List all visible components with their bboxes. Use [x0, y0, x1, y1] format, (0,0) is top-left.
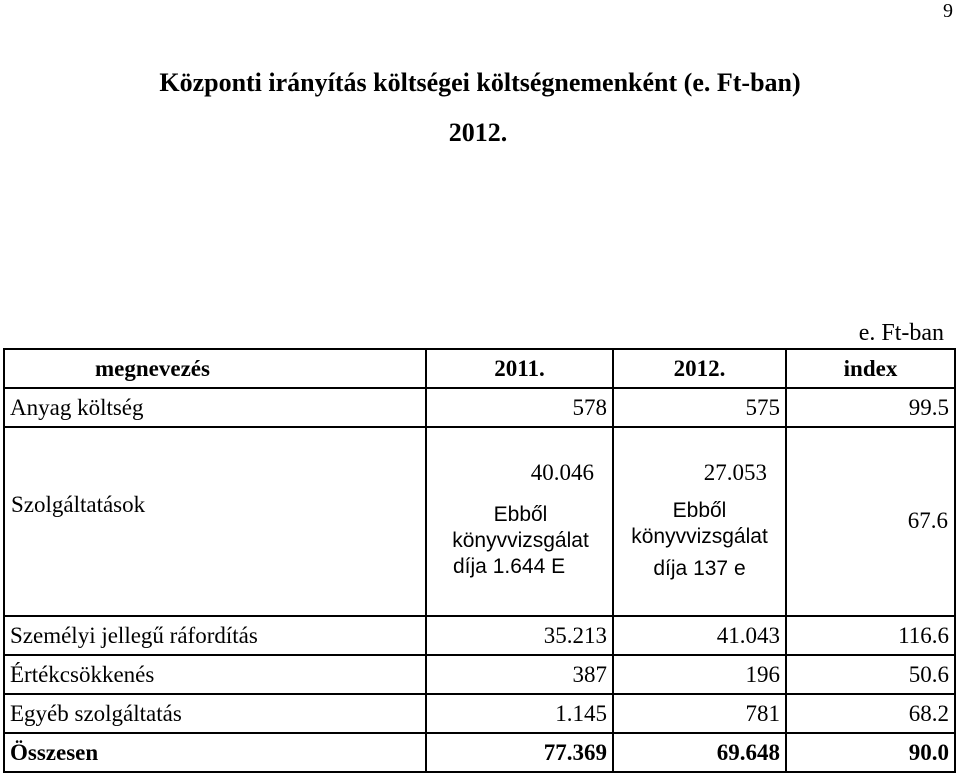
total-name: Összesen	[4, 733, 426, 772]
subtitle-year: 2012.	[448, 118, 508, 147]
table-row	[4, 694, 955, 733]
page-number: 9	[943, 0, 953, 22]
row-name: Egyéb szolgáltatás	[4, 694, 426, 733]
row-2011: 578	[426, 388, 613, 427]
row-index: 99.5	[786, 388, 955, 427]
note-line: Ebből	[672, 499, 727, 522]
services-2011-note	[435, 502, 606, 580]
services-2012-value: 27.053	[703, 460, 767, 485]
row-2012: 41.043	[613, 616, 786, 655]
row-2012: 196	[613, 655, 786, 694]
note-line: Ebből	[493, 503, 548, 526]
total-2011: 77.369	[426, 733, 613, 772]
unit-note: e. Ft-ban	[858, 320, 944, 346]
header-name: megnevezés	[4, 349, 426, 388]
table-row	[4, 388, 955, 427]
services-index: 67.6	[907, 508, 948, 533]
note-line: könyvvizsgálat	[452, 529, 589, 552]
table-total-row	[4, 733, 955, 772]
row-index: 68.2	[786, 694, 955, 733]
cost-table	[3, 348, 956, 773]
row-name: Értékcsökkenés	[4, 655, 426, 694]
table-row-services	[4, 427, 955, 616]
services-2012-note	[618, 498, 781, 582]
row-2012: 781	[613, 694, 786, 733]
row-index: 50.6	[786, 655, 955, 694]
header-2011: 2011.	[426, 349, 613, 388]
row-name: Anyag költség	[4, 388, 426, 427]
header-index: index	[786, 349, 955, 388]
page-subtitle	[0, 118, 960, 148]
table-header-row	[4, 349, 955, 388]
note-line: könyvvizsgálat	[631, 525, 768, 548]
services-label: Szolgáltatások	[11, 492, 146, 517]
header-2012: 2012.	[613, 349, 786, 388]
row-2011: 1.145	[426, 694, 613, 733]
services-2011-value: 40.046	[530, 460, 594, 485]
table-row	[4, 616, 955, 655]
row-2012: 575	[613, 388, 786, 427]
total-2012: 69.648	[613, 733, 786, 772]
table-row	[4, 655, 955, 694]
note-line: díja 1.644 E	[453, 555, 566, 578]
row-name	[4, 427, 426, 616]
row-2011: 387	[426, 655, 613, 694]
row-2012	[613, 427, 786, 616]
note-line: díja 137 e	[653, 557, 746, 580]
row-name: Személyi jellegű ráfordítás	[4, 616, 426, 655]
total-index: 90.0	[786, 733, 955, 772]
row-index	[786, 427, 955, 616]
page-title: Központi irányítás költségei költségnemenként (e. Ft-ban)	[159, 68, 801, 97]
row-2011	[426, 427, 613, 616]
row-2011: 35.213	[426, 616, 613, 655]
row-index: 116.6	[786, 616, 955, 655]
